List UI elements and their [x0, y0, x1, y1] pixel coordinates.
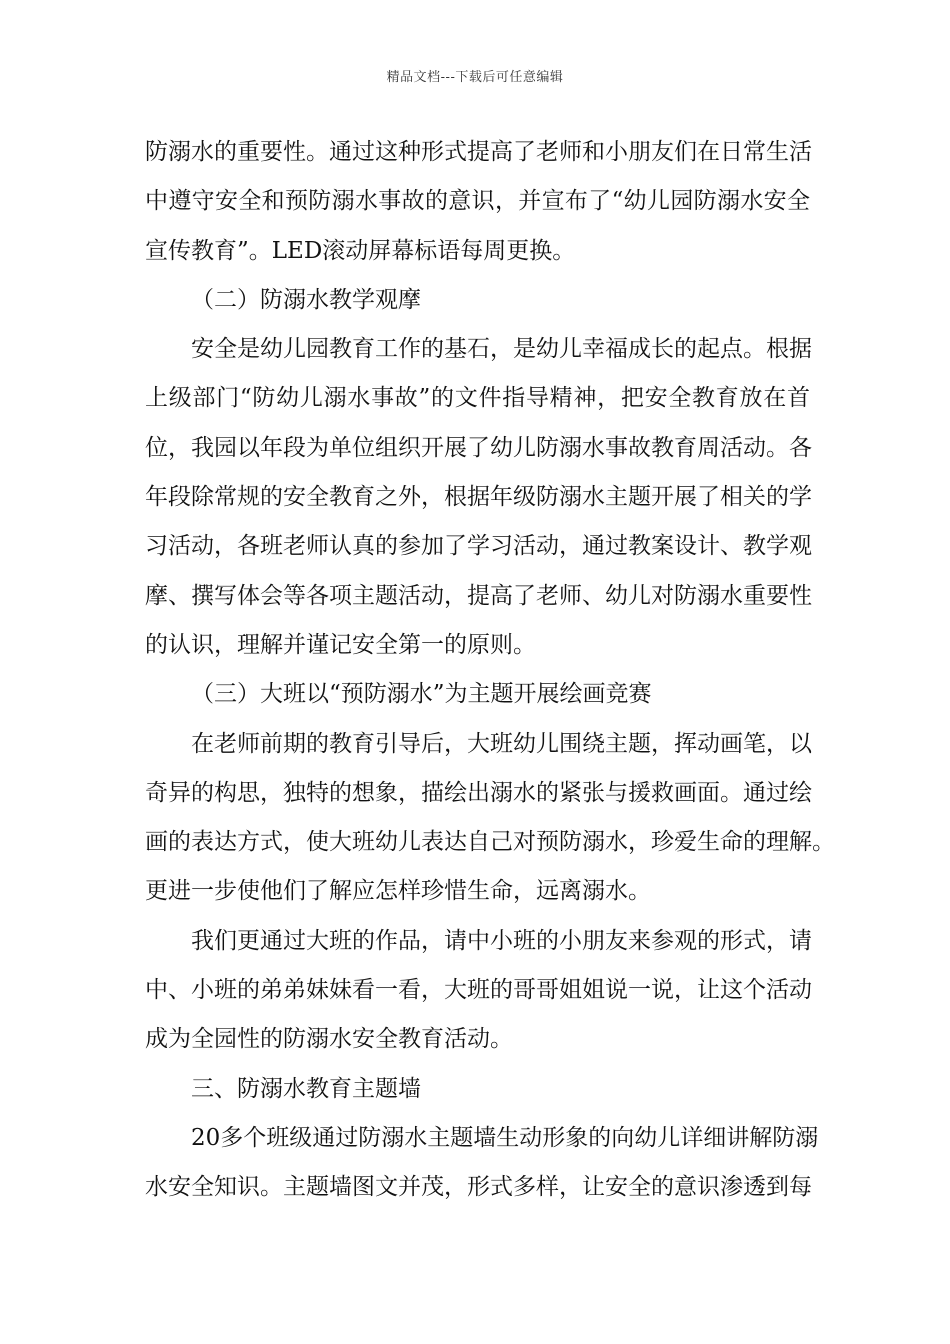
body-line: 中、小班的弟弟妹妹看一看，大班的哥哥姐姐说一说，让这个活动 — [145, 977, 812, 1004]
body-line: 画的表达方式，使大班幼儿表达自己对预防溺水，珍爱生命的理解。 — [145, 829, 835, 856]
body-line: 安全是幼儿园教育工作的基石，是幼儿幸福成长的起点。根据 — [191, 336, 812, 363]
body-line: 位，我园以年段为单位组织开展了幼儿防溺水事故教育周活动。各 — [145, 434, 812, 461]
body-line: 宣传教育”。LED滚动屏幕标语每周更换。 — [145, 237, 576, 264]
body-line: 防溺水的重要性。通过这种形式提高了老师和小朋友们在日常生活 — [145, 139, 812, 165]
body-line: 我们更通过大班的作品，请中小班的小朋友来参观的形式，请 — [191, 927, 812, 954]
body-line: 中遵守安全和预防溺水事故的意识，并宣布了“幼儿园防溺水安全 — [145, 188, 810, 215]
body-line: 年段除常规的安全教育之外，根据年级防溺水主题开展了相关的学 — [145, 484, 812, 511]
body-line: 水安全知识。主题墙图文并茂，形式多样，让安全的意识渗透到每 — [145, 1174, 812, 1201]
body-line: 奇异的构思，独特的想象，描绘出溺水的紧张与援救画面。通过绘 — [145, 779, 812, 806]
document-body — [145, 128, 835, 1213]
section-heading: （三）大班以“预防溺水”为主题开展绘画竞赛 — [191, 681, 652, 708]
page-header: 精品文档---下载后可任意编辑 — [386, 70, 564, 85]
body-line: 摩、撰写体会等各项主题活动，提高了老师、幼儿对防溺水重要性 — [145, 582, 812, 609]
body-line: 上级部门“防幼儿溺水事故”的文件指导精神，把安全教育放在首 — [145, 385, 810, 412]
body-line: 的认识，理解并谨记安全第一的原则。 — [145, 631, 536, 658]
body-line: 习活动，各班老师认真的参加了学习活动，通过教案设计、教学观 — [145, 533, 812, 560]
section-heading: 三、防溺水教育主题墙 — [191, 1075, 421, 1102]
body-line: 成为全园性的防溺水安全教育活动。 — [145, 1026, 513, 1053]
body-line: 20多个班级通过防溺水主题墙生动形象的向幼儿详细讲解防溺 — [191, 1124, 819, 1151]
section-heading: （二）防溺水教学观摩 — [191, 286, 421, 313]
body-line: 更进一步使他们了解应怎样珍惜生命，远离溺水。 — [145, 878, 651, 905]
body-line: 在老师前期的教育引导后，大班幼儿围绕主题，挥动画笔，以 — [191, 730, 812, 757]
